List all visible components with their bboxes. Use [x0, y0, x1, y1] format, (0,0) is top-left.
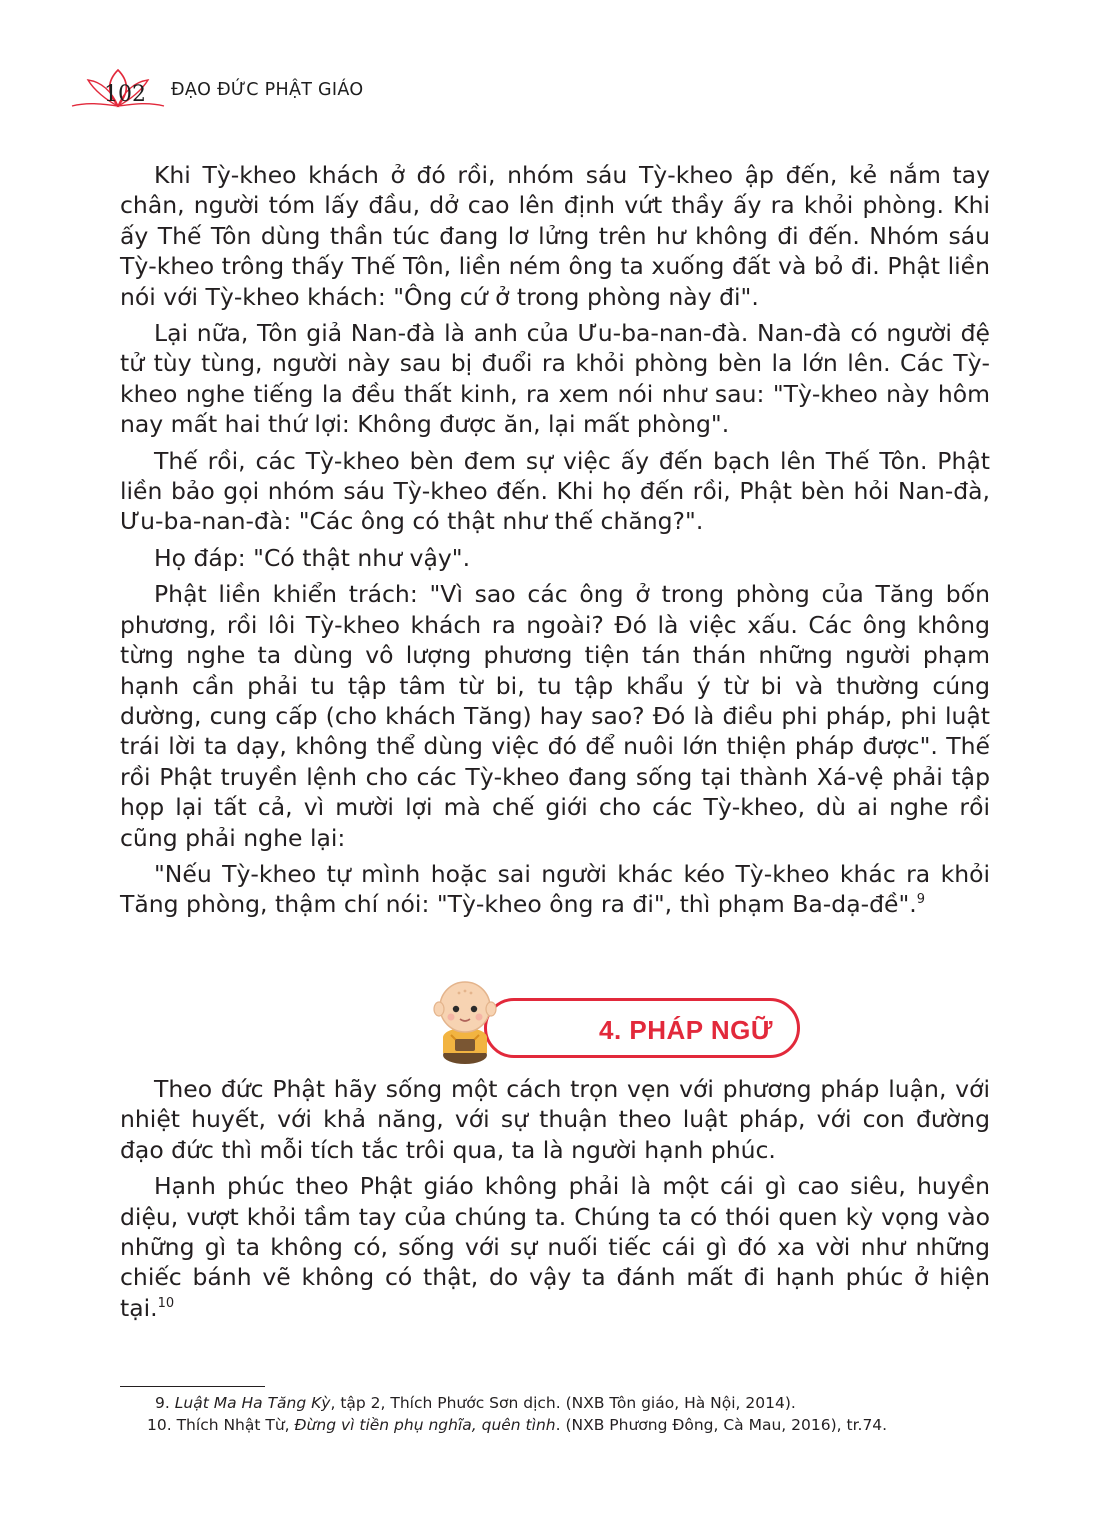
section-badge [484, 998, 800, 1058]
monk-icon [421, 975, 507, 1067]
main-text [120, 160, 990, 920]
footnote: 10. Thích Nhật Từ, Đừng vì tiền phụ nghĩa, quên tình. (NXB Phương Đông, Cà Mau, 2016), tr.74. [147, 1416, 888, 1434]
section-heading: 4. PHÁP NGỮ [599, 1015, 773, 1045]
footnote: 9. Luật Ma Ha Tăng Kỳ, tập 2, Thích Phước Sơn dịch. (NXB Tôn giáo, Hà Nội, 2014). [155, 1394, 796, 1412]
footnote-divider [120, 1386, 265, 1387]
section-heading-block [120, 975, 990, 1065]
paragraph: Thế rồi, các Tỳ-kheo bèn đem sự việc ấy đến bạch lên Thế Tôn. Phật liền bảo gọi nhóm sáu Tỳ-kheo đến. Khi họ đến rồi, Phật bèn hỏi Nan-đà, Ưu-ba-nan-đà: "Các ông có thật như thế chăng?". [120, 446, 990, 536]
page-header [68, 66, 468, 116]
paragraph: Hạnh phúc theo Phật giáo không phải là một cái gì cao siêu, huyền diệu, vượt khỏi tầm tay của chúng ta. Chúng ta có thói quen kỳ vọng vào những gì ta không có, sống với sự nuối tiếc cái gì đó xa vời như những chiếc bánh vẽ không có thật, do vậy ta đánh mất đi hạnh phúc ở hiện tại.$^{10}$ [120, 1172, 990, 1322]
paragraph: Phật liền khiển trách: "Vì sao các ông ở trong phòng của Tăng bốn phương, rồi lôi Tỳ-kheo khách ra ngoài? Đó là việc xấu. Các ông không từng nghe ta dùng vô lượng phương tiện tán thán những người phạm hạnh cần phải tu tập tâm từ bi, tu tập khẩu ý từ bi và thường cúng dường, cung cấp (cho khách Tăng) hay sao? Đó là điều phi pháp, phi luật trái lời ta dạy, không thể dùng việc đó để nuôi lớn thiện pháp được". Thế rồi Phật truyền lệnh cho các Tỳ-kheo đang sống tại thành Xá-vệ phải tập họp lại tất cả, vì mười lợi mà chế giới cho các Tỳ-kheo, dù ai nghe rồi cũng phải nghe lại: [120, 580, 990, 852]
footnote-ref[interactable]: 10 [157, 1295, 175, 1311]
paragraph: Lại nữa, Tôn giả Nan-đà là anh của Ưu-ba-nan-đà. Nan-đà có người đệ tử tùy tùng, người này sau bị đuổi ra khỏi phòng bèn la lớn lên. Các Tỳ-kheo nghe tiếng la đều thất kinh, ra xem nói như sau: "Tỳ-kheo này hôm nay mất hai thứ lợi: Không được ăn, lại mất phòng". [120, 319, 990, 439]
running-title: ĐẠO ĐỨC PHẬT GIÁO [171, 80, 364, 100]
paragraph: Theo đức Phật hãy sống một cách trọn vẹn với phương pháp luận, với nhiệt huyết, với khả năng, với sự thuận theo luật pháp, với con đường đạo đức thì mỗi tích tắc trôi qua, ta là người hạnh phúc. [120, 1075, 990, 1164]
page-number: 102 [104, 82, 146, 107]
paragraph: Khi Tỳ-kheo khách ở đó rồi, nhóm sáu Tỳ-kheo ập đến, kẻ nắm tay chân, người tóm lấy đầu, dở cao lên định vứt thầy ấy ra khỏi phòng. Khi ấy Thế Tôn dùng thần túc đang lơ lửng trên hư không đi đến. Nhóm sáu Tỳ-kheo trông thấy Thế Tôn, liền ném ông ta xuống đất và bỏ đi. Phật liền nói với Tỳ-kheo khách: "Ông cứ ở trong phòng này đi". [120, 161, 990, 311]
footnotes [147, 1392, 987, 1436]
paragraph: "Nếu Tỳ-kheo tự mình hoặc sai người khác kéo Tỳ-kheo khác ra khỏi Tăng phòng, thậm chí nói: "Tỳ-kheo ông ra đi", thì phạm Ba-dạ-đề".$^9$ [120, 859, 990, 919]
footnote-ref[interactable]: 9 [916, 892, 926, 908]
paragraph: Họ đáp: "Có thật như vậy". [154, 543, 471, 572]
main-text-2 [120, 1074, 990, 1329]
